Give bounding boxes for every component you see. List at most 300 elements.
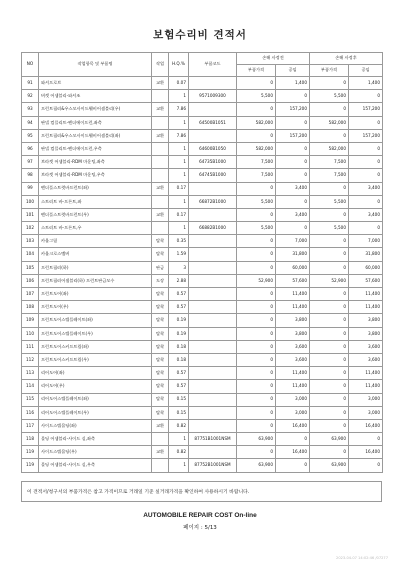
cell-part-code	[189, 301, 237, 314]
cell-no: 93	[22, 103, 39, 116]
cell-item: 카울크로스멤버	[39, 248, 152, 261]
cell-hqty: 1.59	[169, 248, 189, 261]
cell-item: 리어도어(좌)	[39, 367, 152, 380]
header-part-code: 부품코드	[189, 53, 237, 77]
cell-item: 와셔프로브	[39, 77, 152, 90]
cell-part-price-before: 0	[237, 235, 276, 248]
cell-labor-before: 0	[276, 459, 310, 472]
cell-no: 114	[22, 380, 39, 393]
cell-part-code: 64500B1051	[189, 116, 237, 129]
table-row	[22, 129, 383, 142]
cell-part-price-after: 63,900	[310, 433, 349, 446]
header-work: 작업	[152, 53, 169, 77]
cell-labor-before: 16,400	[276, 419, 310, 432]
cell-item: 프런트필러&우스모사이드웰비어셈블리(좌)	[39, 129, 152, 142]
cell-work	[152, 116, 169, 129]
cell-item: 프런트필러어셈블리(하) 프런트판금모수	[39, 274, 152, 287]
cell-labor-after: 0	[349, 195, 383, 208]
table-row	[22, 274, 383, 287]
table-row	[22, 433, 383, 446]
table-row	[22, 393, 383, 406]
cell-item: 리어도어(우)	[39, 380, 152, 393]
cell-part-price-before: 0	[237, 419, 276, 432]
table-row	[22, 208, 383, 221]
cell-labor-after: 0	[349, 90, 383, 103]
cell-item: 브라켓 어셈블리-RDM 마운팅,좌측	[39, 156, 152, 169]
cell-hqty: 0.57	[169, 367, 189, 380]
header-after-adjustment: 손해 사정후	[310, 53, 383, 65]
cell-part-price-before: 0	[237, 248, 276, 261]
cell-part-price-after: 5,500	[310, 222, 349, 235]
cell-item: 프런트도어스커프트림(좌)	[39, 340, 152, 353]
cell-labor-after: 3,600	[349, 353, 383, 366]
cell-labor-after: 3,400	[349, 208, 383, 221]
header-labor-before: 공임	[276, 65, 310, 77]
cell-hqty: 1	[169, 195, 189, 208]
cell-item: 프런트도어(좌)	[39, 288, 152, 301]
cell-labor-before: 0	[276, 433, 310, 446]
cell-no: 94	[22, 116, 39, 129]
cell-part-price-after: 0	[310, 129, 349, 142]
header-part-price-after: 부품가격	[310, 65, 349, 77]
cell-no: 113	[22, 367, 39, 380]
cell-part-price-before: 5,500	[237, 195, 276, 208]
cell-part-price-after: 5,500	[310, 90, 349, 103]
cell-hqty: 0.07	[169, 77, 189, 90]
cell-part-price-after: 0	[310, 419, 349, 432]
table-row	[22, 103, 383, 116]
cell-part-code	[189, 103, 237, 116]
page-indicator: 페이지 : 5/13	[183, 525, 217, 531]
cell-labor-before: 3,400	[276, 208, 310, 221]
cell-labor-before: 0	[276, 90, 310, 103]
cell-labor-after: 0	[349, 459, 383, 472]
cell-hqty: 0.19	[169, 314, 189, 327]
cell-labor-before: 0	[276, 195, 310, 208]
cell-part-code: 66872B1000	[189, 195, 237, 208]
cell-labor-before: 0	[276, 116, 310, 129]
cell-work: 교환	[152, 208, 169, 221]
cell-part-price-after: 0	[310, 327, 349, 340]
cell-labor-after: 0	[349, 433, 383, 446]
cell-hqty: 1	[169, 116, 189, 129]
cell-labor-after: 16,400	[349, 446, 383, 459]
cell-part-code	[189, 182, 237, 195]
cell-part-price-after: 0	[310, 380, 349, 393]
cell-part-code	[189, 393, 237, 406]
cell-hqty: 0.57	[169, 301, 189, 314]
cell-labor-after: 3,400	[349, 182, 383, 195]
cell-hqty: 0.18	[169, 340, 189, 353]
cell-no: 100	[22, 195, 39, 208]
cell-work: 교환	[152, 129, 169, 142]
header-part-price-before: 부품가격	[237, 65, 276, 77]
cell-part-price-after: 7,500	[310, 156, 349, 169]
cell-work	[152, 195, 169, 208]
cell-no: 105	[22, 261, 39, 274]
cell-work: 탈착	[152, 301, 169, 314]
document-title: 보험수리비 견적서	[153, 29, 247, 41]
cell-part-code: 66882B1000	[189, 222, 237, 235]
cell-labor-before: 11,400	[276, 367, 310, 380]
cell-labor-before: 3,800	[276, 314, 310, 327]
cell-no: 91	[22, 77, 39, 90]
cell-part-code	[189, 77, 237, 90]
cell-labor-before: 31,800	[276, 248, 310, 261]
cell-part-code: 9571009300	[189, 90, 237, 103]
cell-part-price-after: 63,900	[310, 459, 349, 472]
cell-no: 110	[22, 327, 39, 340]
cell-part-price-before: 582,000	[237, 142, 276, 155]
cell-no: 98	[22, 169, 39, 182]
cell-part-code	[189, 248, 237, 261]
cell-part-code	[189, 446, 237, 459]
cell-item: 버켓 어셈블리-와셔조	[39, 90, 152, 103]
cell-part-price-before: 0	[237, 314, 276, 327]
cell-part-price-before: 7,500	[237, 156, 276, 169]
cell-item: 몰딩 어셈블리-사이드 실,좌측	[39, 433, 152, 446]
cell-part-code	[189, 406, 237, 419]
cell-part-price-after: 0	[310, 235, 349, 248]
cell-labor-before: 11,400	[276, 288, 310, 301]
cell-item: 판넬 컴플리트-펜더에이프런,우측	[39, 142, 152, 155]
cell-part-price-after: 0	[310, 182, 349, 195]
cell-work	[152, 90, 169, 103]
cell-labor-before: 57,600	[276, 274, 310, 287]
cell-labor-before: 157,200	[276, 103, 310, 116]
cell-part-code: 64600B1050	[189, 142, 237, 155]
table-row	[22, 77, 383, 90]
cell-no: 115	[22, 393, 39, 406]
cell-hqty: 0.82	[169, 419, 189, 432]
cell-part-price-before: 63,900	[237, 459, 276, 472]
print-timestamp: 2023-04-07 14:02:46 /07277	[336, 556, 388, 560]
table-row	[22, 419, 383, 432]
footer-title: AUTOMOBILE REPAIR COST On-line	[143, 512, 257, 519]
cell-labor-before: 0	[276, 169, 310, 182]
table-row	[22, 301, 383, 314]
cell-item: 펜더플스트럿바프런트(우)	[39, 208, 152, 221]
cell-labor-after: 3,000	[349, 393, 383, 406]
cell-part-price-after: 0	[310, 367, 349, 380]
cell-part-price-after: 7,500	[310, 169, 349, 182]
cell-no: 102	[22, 222, 39, 235]
table-row	[22, 459, 383, 472]
cell-hqty: 0.57	[169, 380, 189, 393]
cell-part-code	[189, 419, 237, 432]
estimate-table	[21, 52, 383, 473]
cell-item: 프런트도어스커프트림(우)	[39, 353, 152, 366]
cell-part-price-before: 0	[237, 446, 276, 459]
cell-labor-after: 0	[349, 116, 383, 129]
cell-part-price-before: 582,000	[237, 116, 276, 129]
cell-labor-before: 7,000	[276, 235, 310, 248]
cell-no: 95	[22, 129, 39, 142]
cell-part-price-before: 0	[237, 367, 276, 380]
cell-part-code	[189, 380, 237, 393]
cell-labor-after: 16,400	[349, 419, 383, 432]
cell-work	[152, 169, 169, 182]
cell-labor-after: 3,800	[349, 314, 383, 327]
cell-hqty: 1	[169, 433, 189, 446]
cell-part-price-before: 0	[237, 208, 276, 221]
cell-part-price-before: 0	[237, 406, 276, 419]
cell-work	[152, 222, 169, 235]
cell-part-price-before: 5,500	[237, 90, 276, 103]
cell-labor-after: 11,400	[349, 367, 383, 380]
header-hqty: H.Q.%	[169, 53, 189, 77]
cell-work: 탈착	[152, 327, 169, 340]
table-row	[22, 406, 383, 419]
cell-labor-before: 0	[276, 142, 310, 155]
cell-part-price-after: 0	[310, 340, 349, 353]
cell-part-price-before: 0	[237, 182, 276, 195]
cell-hqty: 0.15	[169, 393, 189, 406]
header-no: NO	[22, 53, 39, 77]
table-row	[22, 261, 383, 274]
cell-labor-before: 1,400	[276, 77, 310, 90]
table-row	[22, 142, 383, 155]
table-row	[22, 314, 383, 327]
cell-part-price-before: 0	[237, 327, 276, 340]
cell-part-price-after: 0	[310, 288, 349, 301]
table-row	[22, 353, 383, 366]
cell-no: 92	[22, 90, 39, 103]
cell-no: 108	[22, 301, 39, 314]
cell-hqty: 0.17	[169, 208, 189, 221]
cell-hqty: 1	[169, 222, 189, 235]
cell-work	[152, 459, 169, 472]
table-row	[22, 222, 383, 235]
cell-part-code	[189, 340, 237, 353]
cell-work	[152, 142, 169, 155]
cell-part-price-after: 0	[310, 301, 349, 314]
cell-part-price-after: 0	[310, 314, 349, 327]
cell-work: 도장	[152, 274, 169, 287]
cell-part-code: 87751B1001NSM	[189, 433, 237, 446]
table-body	[22, 77, 383, 473]
cell-no: 106	[22, 274, 39, 287]
cell-no: 103	[22, 235, 39, 248]
cell-work: 탈착	[152, 314, 169, 327]
cell-hqty: 7.86	[169, 129, 189, 142]
cell-part-price-after: 0	[310, 248, 349, 261]
cell-labor-after: 157,200	[349, 103, 383, 116]
cell-labor-before: 3,600	[276, 340, 310, 353]
cell-labor-after: 11,400	[349, 301, 383, 314]
cell-part-price-after: 0	[310, 446, 349, 459]
cell-part-price-before: 7,500	[237, 169, 276, 182]
cell-hqty: 0.19	[169, 327, 189, 340]
cell-work: 탈착	[152, 393, 169, 406]
cell-labor-after: 3,600	[349, 340, 383, 353]
cell-part-price-before: 63,900	[237, 433, 276, 446]
cell-item: 브라켓 어셈블리-RDM 마운팅,우측	[39, 169, 152, 182]
table-row	[22, 195, 383, 208]
table-row	[22, 340, 383, 353]
cell-no: 97	[22, 156, 39, 169]
table-row	[22, 288, 383, 301]
cell-item: 프런트필러(하)	[39, 261, 152, 274]
cell-no: 111	[22, 340, 39, 353]
cell-part-code	[189, 261, 237, 274]
cell-part-price-before: 52,900	[237, 274, 276, 287]
table-row	[22, 367, 383, 380]
cell-labor-after: 31,800	[349, 248, 383, 261]
cell-part-price-after: 0	[310, 353, 349, 366]
cell-no: 109	[22, 314, 39, 327]
cell-no: 104	[22, 248, 39, 261]
cell-labor-after: 11,400	[349, 380, 383, 393]
cell-part-code	[189, 327, 237, 340]
cell-labor-before: 11,400	[276, 380, 310, 393]
cell-part-code	[189, 288, 237, 301]
cell-part-price-before: 0	[237, 340, 276, 353]
cell-no: 101	[22, 208, 39, 221]
cell-part-code	[189, 235, 237, 248]
cell-hqty: 0.17	[169, 182, 189, 195]
cell-no: 119	[22, 446, 39, 459]
cell-item: 몰딩 어셈블리-사이드 실,우측	[39, 459, 152, 472]
table-row	[22, 169, 383, 182]
cell-part-price-before: 0	[237, 393, 276, 406]
disclaimer-note: 이 견적서/청구서의 부품가격은 참고 가격이므로 거래일 기준 실거래가격을 확인하여 사용하시기 바랍니다.	[21, 481, 382, 502]
cell-hqty: 0.57	[169, 288, 189, 301]
cell-labor-before: 0	[276, 222, 310, 235]
cell-hqty: 1	[169, 169, 189, 182]
table-row	[22, 182, 383, 195]
cell-labor-after: 57,600	[349, 274, 383, 287]
cell-item: 리어도어스텝플레이트(좌)	[39, 393, 152, 406]
cell-labor-after: 3,000	[349, 406, 383, 419]
cell-work: 교환	[152, 77, 169, 90]
cell-labor-before: 3,400	[276, 182, 310, 195]
cell-item: 프런트도어스텝플레이트(좌)	[39, 314, 152, 327]
table-row	[22, 380, 383, 393]
cell-labor-before: 0	[276, 156, 310, 169]
cell-part-code	[189, 208, 237, 221]
cell-labor-after: 0	[349, 156, 383, 169]
cell-no: 99	[22, 182, 39, 195]
cell-work: 탈착	[152, 353, 169, 366]
cell-item: 스트러트 바-프론트,좌	[39, 195, 152, 208]
cell-work: 교환	[152, 103, 169, 116]
cell-part-price-after: 0	[310, 406, 349, 419]
cell-no: 119	[22, 459, 39, 472]
table-row	[22, 116, 383, 129]
cell-part-price-after: 0	[310, 103, 349, 116]
cell-labor-after: 0	[349, 169, 383, 182]
cell-no: 116	[22, 406, 39, 419]
table-row	[22, 90, 383, 103]
cell-labor-before: 3,000	[276, 406, 310, 419]
cell-hqty: 1	[169, 142, 189, 155]
cell-hqty: 0.82	[169, 446, 189, 459]
cell-work: 교환	[152, 419, 169, 432]
cell-hqty: 1	[169, 156, 189, 169]
cell-hqty: 0.15	[169, 406, 189, 419]
cell-work: 탈착	[152, 406, 169, 419]
table-row	[22, 446, 383, 459]
cell-labor-after: 7,000	[349, 235, 383, 248]
header-before-adjustment: 손해 사정전	[237, 53, 310, 65]
cell-labor-before: 3,600	[276, 353, 310, 366]
cell-part-price-after: 52,900	[310, 274, 349, 287]
cell-labor-before: 3,000	[276, 393, 310, 406]
cell-hqty: 7.86	[169, 103, 189, 116]
cell-work: 탈착	[152, 340, 169, 353]
cell-no: 112	[22, 353, 39, 366]
cell-no: 107	[22, 288, 39, 301]
cell-work: 탈착	[152, 248, 169, 261]
table-row	[22, 327, 383, 340]
cell-part-code	[189, 274, 237, 287]
cell-work: 탈착	[152, 380, 169, 393]
cell-labor-before: 11,400	[276, 301, 310, 314]
cell-item: 스트러트 바-프론트,우	[39, 222, 152, 235]
cell-hqty: 2.88	[169, 274, 189, 287]
cell-work: 탈착	[152, 235, 169, 248]
cell-work: 교환	[152, 182, 169, 195]
cell-part-code	[189, 353, 237, 366]
cell-labor-before: 16,400	[276, 446, 310, 459]
cell-item: 펜더플스트럿바프런트(좌)	[39, 182, 152, 195]
header-item: 작업항목 및 부품명	[39, 53, 152, 77]
cell-hqty: 1	[169, 459, 189, 472]
cell-labor-after: 11,400	[349, 288, 383, 301]
cell-part-price-before: 0	[237, 261, 276, 274]
cell-hqty: 0.35	[169, 235, 189, 248]
cell-part-price-before: 0	[237, 288, 276, 301]
table-header	[22, 53, 383, 77]
cell-part-price-before: 0	[237, 353, 276, 366]
cell-part-price-before: 0	[237, 77, 276, 90]
cell-part-code	[189, 314, 237, 327]
cell-part-price-before: 0	[237, 103, 276, 116]
cell-labor-before: 60,000	[276, 261, 310, 274]
cell-part-price-before: 0	[237, 380, 276, 393]
cell-work: 판금	[152, 261, 169, 274]
cell-item: 프런트도어스텝플레이트(우)	[39, 327, 152, 340]
cell-part-price-after: 0	[310, 208, 349, 221]
cell-labor-before: 3,800	[276, 327, 310, 340]
cell-part-code	[189, 367, 237, 380]
cell-item: 카울그릴	[39, 235, 152, 248]
cell-labor-after: 0	[349, 222, 383, 235]
cell-labor-after: 1,400	[349, 77, 383, 90]
cell-no: 96	[22, 142, 39, 155]
cell-no: 117	[22, 419, 39, 432]
cell-labor-after: 60,000	[349, 261, 383, 274]
cell-part-price-before: 0	[237, 301, 276, 314]
cell-item: 판넬 컴플리트-펜더에이프런,좌측	[39, 116, 152, 129]
cell-part-price-after: 582,000	[310, 142, 349, 155]
cell-part-price-after: 0	[310, 261, 349, 274]
cell-hqty: 3	[169, 261, 189, 274]
cell-no: 118	[22, 433, 39, 446]
cell-item: 사이드스텝몰딩(좌)	[39, 419, 152, 432]
cell-labor-before: 157,200	[276, 129, 310, 142]
cell-item: 사이드스텝몰딩(우)	[39, 446, 152, 459]
cell-part-code	[189, 129, 237, 142]
cell-part-price-after: 0	[310, 77, 349, 90]
cell-part-price-before: 5,500	[237, 222, 276, 235]
cell-item: 리어도어스텝플레이트(우)	[39, 406, 152, 419]
table-row	[22, 248, 383, 261]
cell-part-code: 64735B1000	[189, 156, 237, 169]
cell-item: 프런트도어(우)	[39, 301, 152, 314]
cell-part-price-after: 0	[310, 393, 349, 406]
